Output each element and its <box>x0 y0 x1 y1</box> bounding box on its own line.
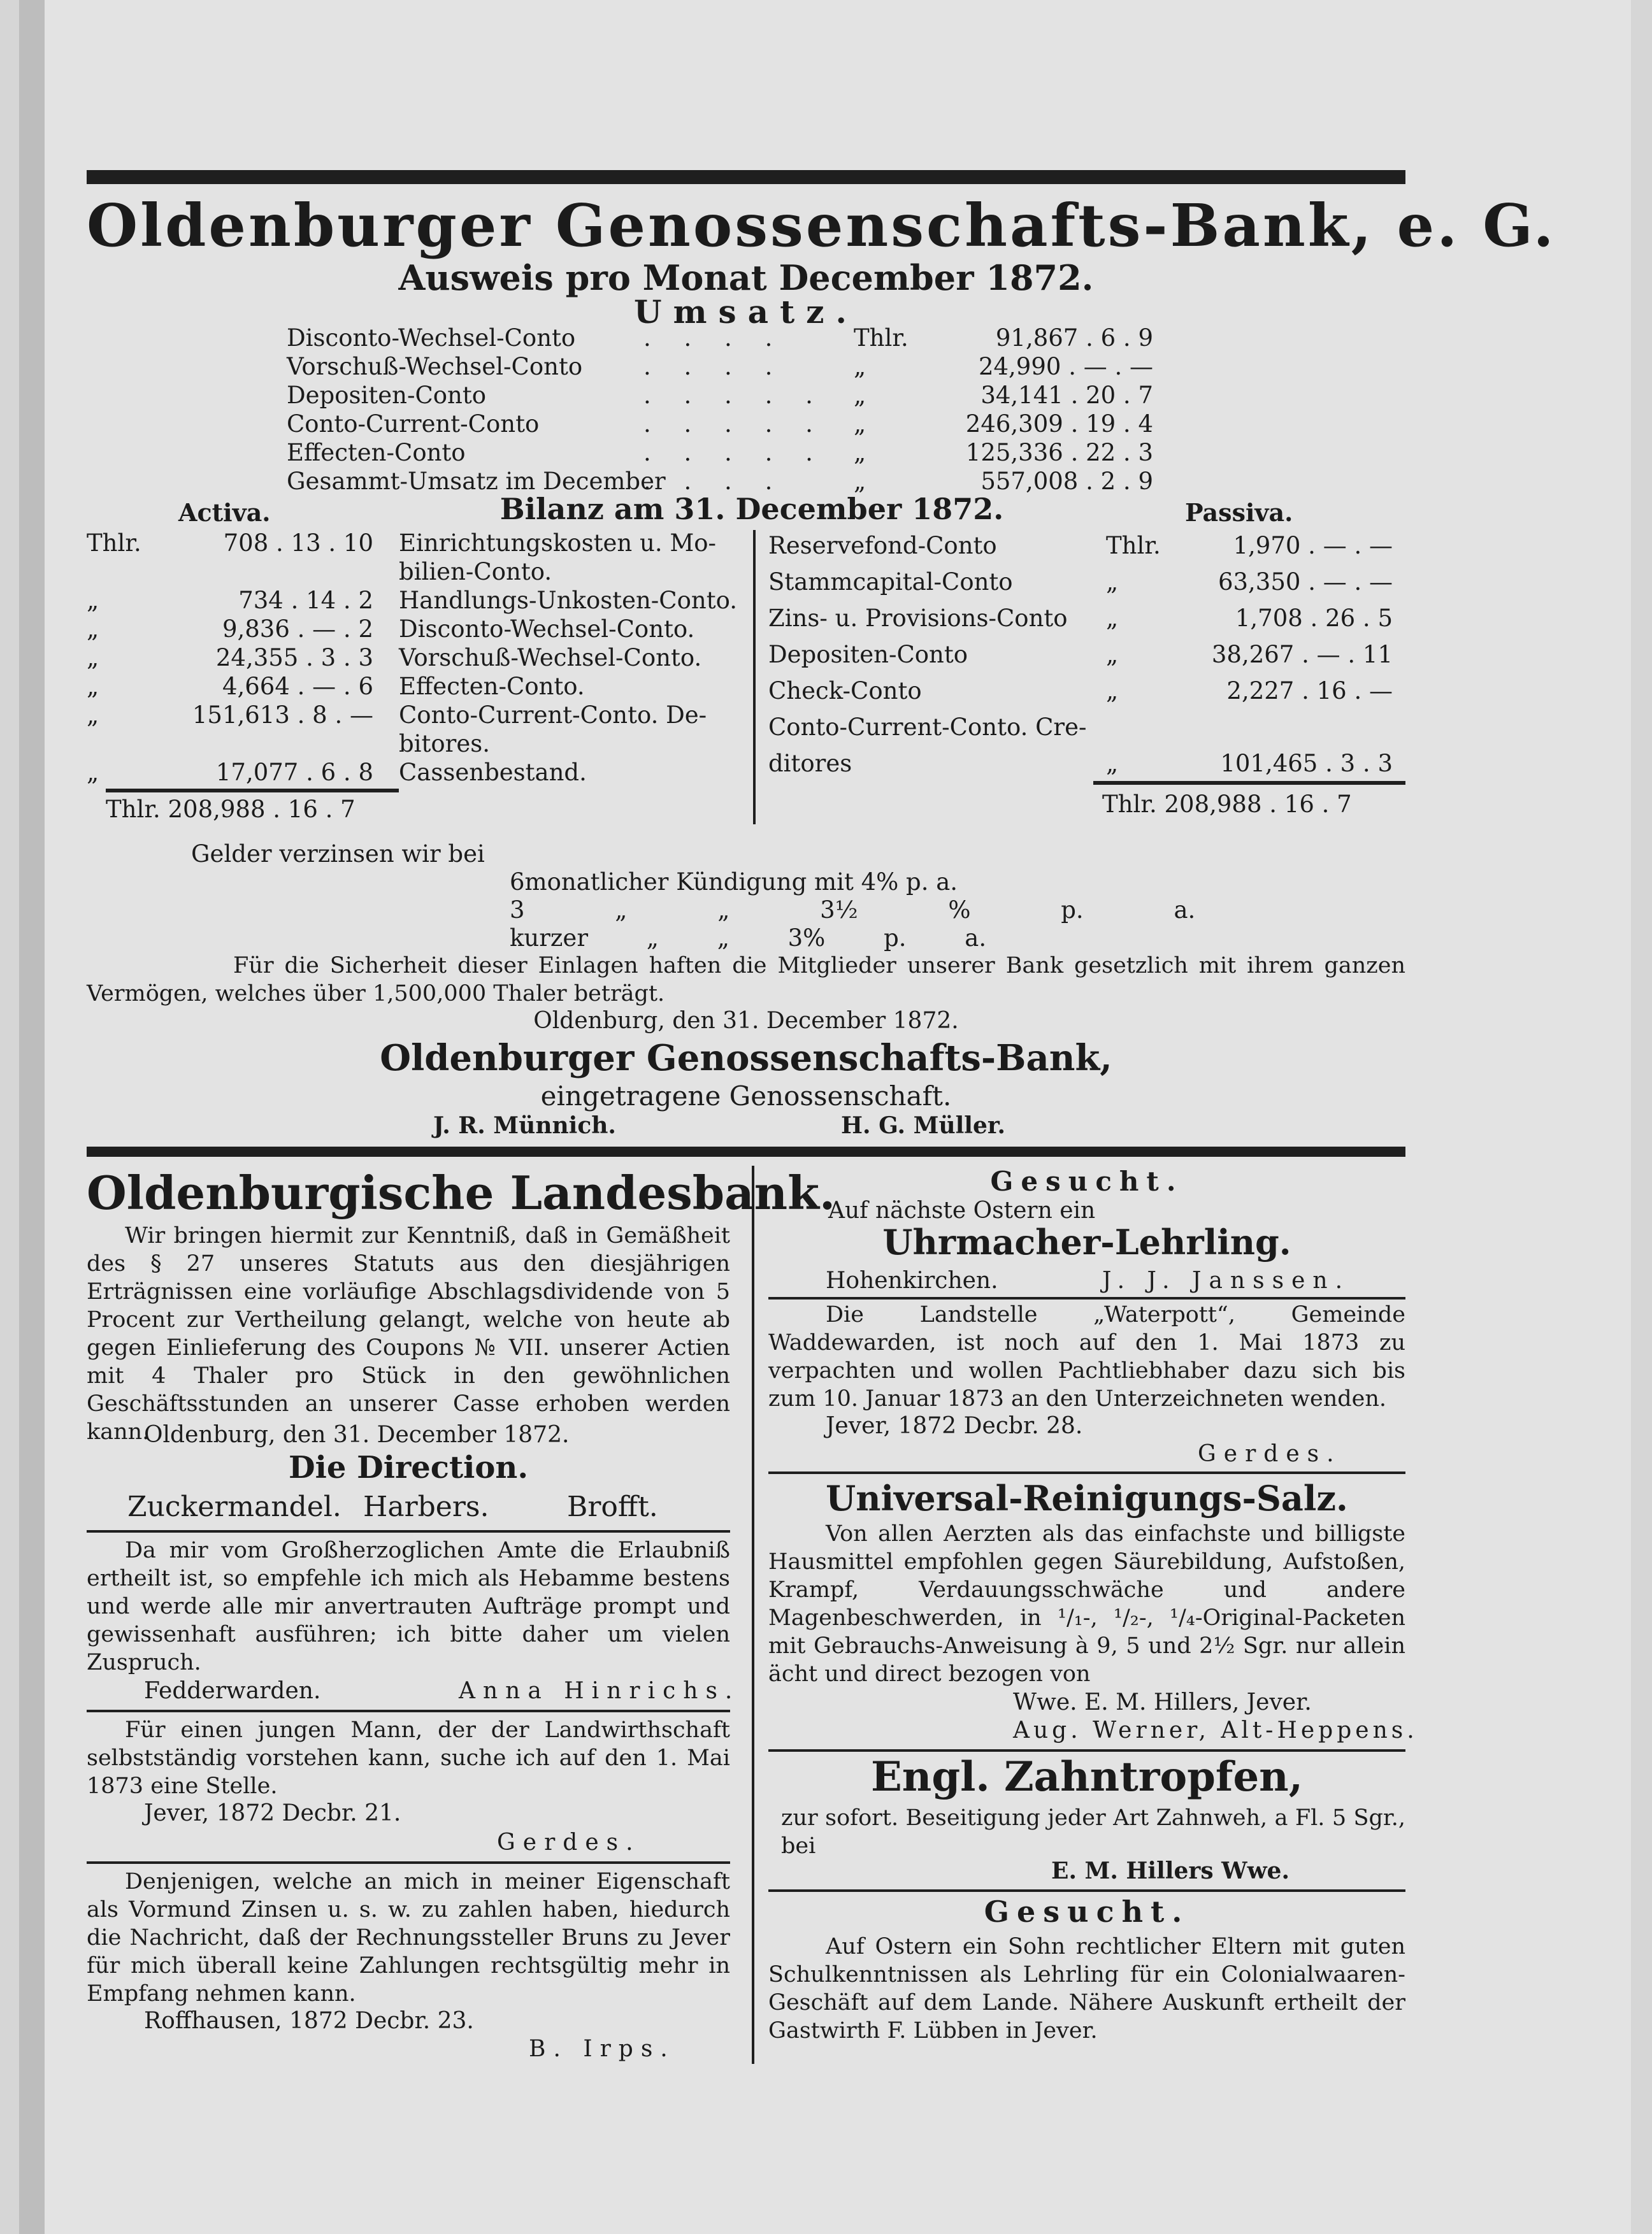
activa-row <box>87 615 743 643</box>
section-rule <box>87 1147 1405 1157</box>
activa-row <box>87 643 743 672</box>
passiva-currency: „ <box>1106 750 1119 777</box>
landesbank-signature: Die Direction. <box>288 1450 529 1486</box>
gesucht-heading: Gesucht. <box>990 1166 1184 1197</box>
landwirth-text: Für einen jungen Mann, der der Landwirthschaft selbstständig vorstehen kann, suche ich auf den 1. Mai 1873 eine Stelle. <box>87 1717 730 1799</box>
vormund-name: B. Irps. <box>529 2036 675 2062</box>
umsatz-currency: „ <box>854 410 866 438</box>
umsatz-currency: „ <box>854 353 866 380</box>
hebamme-name: Anna Hinrichs. <box>459 1678 740 1704</box>
salz-title: Universal-Reinigungs-Salz. <box>826 1478 1348 1519</box>
umsatz-row <box>287 438 1198 467</box>
separator <box>768 1889 1405 1892</box>
activa-row <box>87 758 743 787</box>
activa-label: Cassenbestand. <box>399 759 587 786</box>
activa-currency: „ <box>87 701 99 729</box>
umsatz-row <box>287 324 1198 352</box>
leader-dots: . . . . <box>643 353 786 380</box>
passiva-row <box>768 673 1405 709</box>
passiva-amount: 1,708 . 26 . 5 <box>1235 605 1393 632</box>
activa-label: Einrichtungskosten u. Mo- <box>399 529 717 557</box>
salz-text: Von allen Aerzten als das einfachste und billigste Hausmittel empfohlen gegen Säurebildung, Aufstoßen, Krampf, Verdauungsschwäche und andere Magenbeschwerden, in ¹/₁-, ¹/₂-, ¹/₄-Original-Packeten mit Gebrauchs-Anweisung à 9, 5 und 2½ Sgr. nur allein ächt und direct bezogen von <box>768 1521 1405 1687</box>
leader-dots: . . . . . <box>643 382 826 409</box>
landesbank-name-2: Harbers. <box>363 1491 489 1523</box>
passiva-amount: 38,267 . — . 11 <box>1211 641 1393 668</box>
gesucht2-text: Auf Ostern ein Sohn rechtlicher Eltern mit guten Schulkenntnissen als Lehrling für ein Colonialwaaren-Geschäft auf dem Lande. Nähere Auskunft ertheilt der Gastwirth F. Lübben in Jever. <box>768 1934 1405 2044</box>
umsatz-label: Depositen-Conto <box>287 382 487 409</box>
passiva-total: Thlr. 208,988 . 16 . 7 <box>1102 791 1352 818</box>
passiva-row <box>768 600 1405 636</box>
newspaper-page <box>19 0 1631 2234</box>
activa-amount: 734 . 14 . 2 <box>238 587 373 614</box>
activa-label: bilien-Conto. <box>399 558 552 585</box>
zahntropfen-seller: E. M. Hillers Wwe. <box>1051 1858 1289 1884</box>
activa-label: bitores. <box>399 730 490 757</box>
umsatz-label: Gesammt-Umsatz im December <box>287 468 666 495</box>
salz-seller-2: Aug. Werner, Alt-Heppens. <box>1013 1717 1418 1744</box>
leader-dots: . . . . <box>643 468 786 495</box>
activa-amount: 4,664 . — . 6 <box>222 673 373 700</box>
landesbank-name-3: Brofft. <box>567 1491 658 1523</box>
passiva-label: Zins- u. Provisions-Conto <box>768 605 1068 632</box>
umsatz-row <box>287 352 1198 381</box>
activa-row <box>87 586 743 615</box>
activa-row <box>87 729 743 758</box>
umsatz-currency: „ <box>854 382 866 409</box>
passiva-amount: 101,465 . 3 . 3 <box>1220 750 1393 777</box>
umsatz-currency: „ <box>854 468 866 495</box>
passiva-label: ditores <box>768 750 852 777</box>
zahntropfen-text: zur sofort. Beseitigung jeder Art Zahnweh, a Fl. 5 Sgr., bei <box>781 1805 1405 1859</box>
activa-label: Vorschuß-Wechsel-Conto. <box>399 644 702 671</box>
umsatz-row <box>287 410 1198 438</box>
passiva-amount: 2,227 . 16 . — <box>1226 677 1393 705</box>
umsatz-label: Vorschuß-Wechsel-Conto <box>287 353 583 380</box>
leader-dots: . . . . . <box>643 439 826 466</box>
gesucht-name: J. J. Janssen. <box>1102 1268 1351 1294</box>
activa-currency: „ <box>87 759 99 786</box>
umsatz-label: Effecten-Conto <box>287 439 466 466</box>
leader-dots: . . . . . <box>643 410 826 438</box>
bilanz-heading: Bilanz am 31. December 1872. <box>499 492 1004 526</box>
umsatz-amount: 557,008 . 2 . 9 <box>980 468 1153 495</box>
bank-signer-1: J. R. Münnich. <box>433 1112 616 1139</box>
passiva-row <box>768 527 1405 564</box>
separator <box>768 1749 1405 1752</box>
activa-amount: 24,355 . 3 . 3 <box>215 644 373 671</box>
bank-subtitle: Ausweis pro Monat December 1872. <box>398 257 1094 298</box>
umsatz-currency: Thlr. <box>854 324 909 352</box>
leader-dots: . . . . <box>643 324 786 352</box>
gesucht2-heading: Gesucht. <box>984 1894 1190 1929</box>
separator <box>768 1297 1405 1300</box>
vormund-place-date: Roffhausen, 1872 Decbr. 23. <box>144 2008 474 2034</box>
activa-amount: 9,836 . — . 2 <box>222 615 373 643</box>
activa-currency: „ <box>87 587 99 614</box>
landesbank-text: Wir bringen hiermit zur Kenntniß, daß in Gemäßheit des § 27 unseres Statuts aus den diesjährigen Erträgnissen eine vorläufige Abschlagsdividende von 5 Procent zur Vertheilung gelangt, welche von heute ab gegen Einlieferung des Coupons № VII. unserer Actien mit 4 Thaler pro Stück in den gewöhnlichen Geschäftsstunden an unserer Casse erhoben werden kann. <box>87 1223 730 1445</box>
separator <box>87 1530 730 1533</box>
landwirth-place-date: Jever, 1872 Decbr. 21. <box>144 1800 401 1826</box>
passiva-heading: Passiva. <box>1185 498 1293 527</box>
passiva-amount: 63,350 . — . — <box>1217 568 1393 596</box>
umsatz-amount: 91,867 . 6 . 9 <box>995 324 1153 352</box>
passiva-row <box>768 636 1405 673</box>
top-rule <box>87 170 1405 184</box>
passiva-row <box>768 564 1405 600</box>
activa-label: Conto-Current-Conto. De- <box>399 701 707 729</box>
gesucht-place: Hohenkirchen. <box>826 1268 998 1294</box>
page-spine <box>19 0 45 2234</box>
passiva-amount: 1,970 . — . — <box>1233 532 1393 559</box>
salz-seller-1: Wwe. E. M. Hillers, Jever. <box>1013 1689 1312 1715</box>
landstelle-name: Gerdes. <box>1198 1441 1342 1467</box>
passiva-currency: „ <box>1106 605 1119 632</box>
activa-row <box>87 701 743 729</box>
umsatz-heading: Umsatz. <box>634 293 858 331</box>
activa-amount: 17,077 . 6 . 8 <box>215 759 373 786</box>
passiva-total-rule <box>1093 781 1405 785</box>
passiva-row <box>768 745 1405 782</box>
landstelle-text: Die Landstelle „Waterpott“, Gemeinde Waddewarden, ist noch auf den 1. Mai 1873 zu verpachten und wollen Pachtliebhaber dazu sich bis zum 10. Januar 1873 an den Unterzeichneten wenden. <box>768 1302 1405 1412</box>
landstelle-place-date: Jever, 1872 Decbr. 28. <box>826 1413 1083 1439</box>
landesbank-name-1: Zuckermandel. <box>127 1491 341 1523</box>
interest-line: 3 „ „ 3½ % p. a. <box>510 896 1196 924</box>
bilanz-divider <box>753 530 756 824</box>
activa-label: Effecten-Conto. <box>399 673 585 700</box>
activa-row <box>87 672 743 701</box>
interest-intro: Gelder verzinsen wir bei <box>191 840 485 868</box>
bank-sign-name: Oldenburger Genossenschafts-Bank, <box>380 1037 1112 1079</box>
bank-sign-sub: eingetragene Genossenschaft. <box>540 1080 952 1112</box>
umsatz-amount: 246,309 . 19 . 4 <box>965 410 1153 438</box>
passiva-currency: „ <box>1106 677 1119 705</box>
activa-row <box>87 529 743 557</box>
passiva-label: Stammcapital-Conto <box>768 568 1013 596</box>
passiva-label: Reservefond-Conto <box>768 532 997 559</box>
vormund-text: Denjenigen, welche an mich in meiner Eigenschaft als Vormund Zinsen u. s. w. zu zahlen haben, hiedurch die Nachricht, daß der Rechnungssteller Bruns zu Jever für mich überall keine Zahlungen rechtsgültig mehr in Empfang nehmen kann. <box>87 1869 730 2007</box>
activa-heading: Activa. <box>178 498 271 527</box>
passiva-label: Conto-Current-Conto. Cre- <box>768 713 1087 741</box>
passiva-label: Depositen-Conto <box>768 641 968 668</box>
hebamme-place: Fedderwarden. <box>144 1678 321 1704</box>
activa-amount: 151,613 . 8 . — <box>192 701 373 729</box>
activa-total: Thlr. 208,988 . 16 . 7 <box>106 796 356 823</box>
umsatz-amount: 125,336 . 22 . 3 <box>965 439 1153 466</box>
activa-total-rule <box>106 789 399 792</box>
activa-amount: 708 . 13 . 10 <box>223 529 373 557</box>
activa-currency: „ <box>87 673 99 700</box>
passiva-label: Check-Conto <box>768 677 922 705</box>
bank-place-date: Oldenburg, den 31. December 1872. <box>533 1008 959 1034</box>
activa-currency: Thlr. <box>87 529 141 557</box>
umsatz-amount: 34,141 . 20 . 7 <box>980 382 1153 409</box>
activa-currency: „ <box>87 615 99 643</box>
bank-signer-2: H. G. Müller. <box>841 1112 1006 1139</box>
hebamme-text: Da mir vom Großherzoglichen Amte die Erlaubniß ertheilt ist, so empfehle ich mich als Hebamme bestens und werde alle mir anvertrauten Aufträge prompt und gewissenhaft ausführen; ich bitte daher um vielen Zuspruch. <box>87 1538 730 1675</box>
zahntropfen-title: Engl. Zahntropfen, <box>871 1753 1303 1801</box>
activa-label: Disconto-Wechsel-Conto. <box>399 615 695 643</box>
passiva-currency: Thlr. <box>1106 532 1161 559</box>
gesucht-line: Auf nächste Ostern ein <box>828 1198 1096 1224</box>
security-text: Für die Sicherheit dieser Einlagen haften die Mitglieder unserer Bank gesetzlich mit ihrem ganzen Vermögen, welches über 1,500,000 Thaler beträgt. <box>87 953 1405 1006</box>
landesbank-title: Oldenburgische Landesbank. <box>87 1166 836 1220</box>
landesbank-place-date: Oldenburg, den 31. December 1872. <box>144 1422 570 1448</box>
separator <box>87 1861 730 1864</box>
activa-label: Handlungs-Unkosten-Conto. <box>399 587 737 614</box>
activa-row <box>87 557 743 586</box>
umsatz-row <box>287 381 1198 410</box>
gesucht-big: Uhrmacher-Lehrling. <box>882 1222 1291 1263</box>
passiva-table <box>768 527 1405 782</box>
landwirth-name: Gerdes. <box>497 1829 641 1856</box>
umsatz-amount: 24,990 . — . — <box>978 353 1153 380</box>
umsatz-label: Disconto-Wechsel-Conto <box>287 324 576 352</box>
passiva-row <box>768 709 1405 745</box>
bank-title: Oldenburger Genossenschafts-Bank, e. G. <box>87 191 1556 260</box>
umsatz-label: Conto-Current-Conto <box>287 410 540 438</box>
umsatz-currency: „ <box>854 439 866 466</box>
activa-currency: „ <box>87 644 99 671</box>
separator <box>87 1710 730 1712</box>
column-divider <box>752 1166 754 2064</box>
passiva-currency: „ <box>1106 568 1119 596</box>
umsatz-table <box>287 324 1198 496</box>
passiva-currency: „ <box>1106 641 1119 668</box>
activa-table <box>87 529 743 787</box>
separator <box>768 1471 1405 1474</box>
interest-line: kurzer „ „ 3% p. a. <box>510 924 987 952</box>
interest-line: 6monatlicher Kündigung mit 4% p. a. <box>510 868 958 896</box>
